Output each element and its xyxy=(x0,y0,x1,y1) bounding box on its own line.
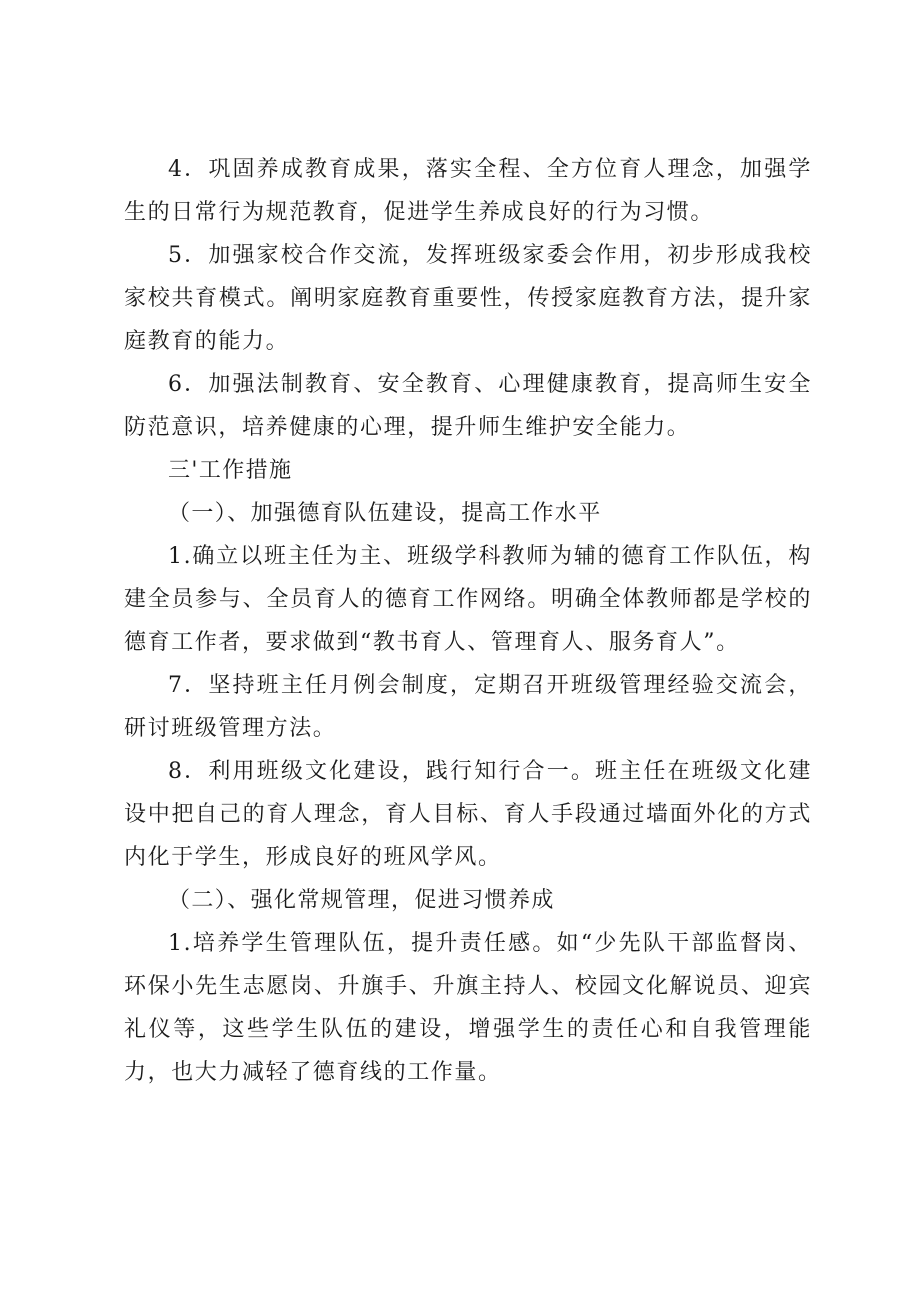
routine-item-1: 1.培养学生管理队伍，提升责任感。如“少先队干部监督岗、环保小先生志愿岗、升旗手、升旗主持人、校园文化解说员、迎宾礼仪等，这些学生队伍的建设，增强学生的责任心和自我管理能力，也大力减轻了德育线的工作量。 xyxy=(124,931,812,1085)
paragraph-item-6: 6．加强法制教育、安全教育、心理健康教育，提高师生安全防范意识，培养健康的心理，提升师生维护安全能力。 xyxy=(124,372,812,440)
paragraph-item-5: 5．加强家校合作交流，发挥班级家委会作用，初步形成我校家校共育模式。阐明家庭教育重要性，传授家庭教育方法，提升家庭教育的能力。 xyxy=(124,243,812,354)
section-heading: 三'工作措施 xyxy=(168,458,293,483)
measure-item-7: 7．坚持班主任月例会制度，定期召开班级管理经验交流会，研讨班级管理方法。 xyxy=(124,673,812,741)
sub-heading-routine-management: （二）、强化常规管理，促进习惯养成 xyxy=(168,888,555,913)
paragraph-item-4: 4．巩固养成教育成果，落实全程、全方位育人理念，加强学生的日常行为规范教育，促进学生养成良好的行为习惯。 xyxy=(124,157,812,225)
measure-item-1: 1.确立以班主任为主、班级学科教师为辅的德育工作队伍，构建全员参与、全员育人的德育工作网络。明确全体教师都是学校的德育工作者，要求做到“教书育人、管理育人、服务育人”。 xyxy=(124,544,812,655)
sub-heading-team-building: （一）、加强德育队伍建设，提高工作水平 xyxy=(168,501,602,526)
measure-item-8: 8．利用班级文化建设，践行知行合一。班主任在班级文化建设中把自己的育人理念，育人目标、育人手段通过墙面外化的方式内化于学生，形成良好的班风学风。 xyxy=(124,759,812,870)
